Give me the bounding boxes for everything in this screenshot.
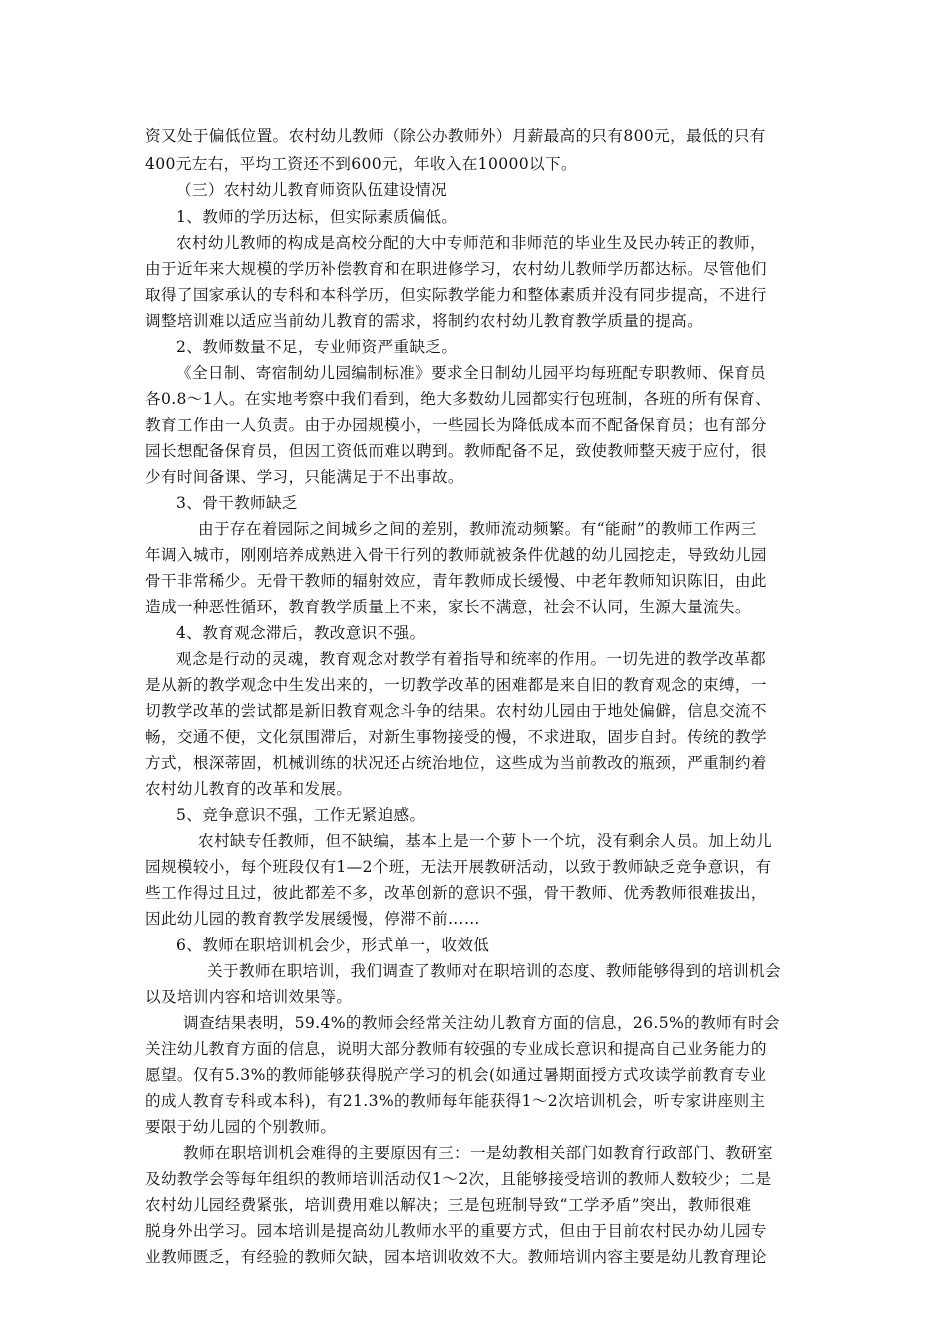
body-text-line: 教师在职培训机会难得的主要原因有三：一是幼教相关部门如教育行政部门、教研室 [183,1144,773,1162]
body-text-line: 由于近年来大规模的学历补偿教育和在职进修学习，农村幼儿教师学历都达标。尽管他们 [145,260,767,278]
subsection-heading: 4、教育观念滞后，教改意识不强。 [176,624,426,642]
subsection-heading: 5、竞争意识不强，工作无紧迫感。 [176,806,426,824]
body-text-line: 的成人教育专科或本科)，有21.3%的教师每年能获得1～2次培训机会，听专家讲座则主 [145,1092,766,1110]
body-text-line: 畅，交通不便，文化氛围滞后，对新生事物接受的慢，不求进取，固步自封。传统的教学 [145,728,767,746]
body-text-line: 农村缺专任教师，但不缺编，基本上是一个萝卜一个坑，没有剩余人员。加上幼儿 [198,832,772,850]
body-text-line: 愿望。仅有5.3%的教师能够获得脱产学习的机会(如通过暑期面授方式攻读学前教育专业 [145,1066,767,1084]
section-heading: （三）农村幼儿教育师资队伍建设情况 [176,181,448,199]
subsection-heading: 1、教师的学历达标，但实际素质偏低。 [176,208,458,226]
body-text-line: 业教师匮乏，有经验的教师欠缺，园本培训收效不大。教师培训内容主要是幼儿教育理论 [145,1248,767,1266]
body-text-line: 园规模较小，每个班段仅有1—2个班，无法开展教研活动，以致于教师缺乏竞争意识，有 [145,858,772,876]
body-text-line: 关注幼儿教育方面的信息，说明大部分教师有较强的专业成长意识和提高自己业务能力的 [145,1040,767,1058]
body-text-line: 农村幼儿园经费紧张，培训费用难以解决；三是包班制导致“工学矛盾”突出，教师很难 [145,1196,752,1214]
body-text-line: 些工作得过且过，彼此都差不多，改革创新的意识不强，骨干教师、优秀教师很难拔出， [145,884,767,902]
body-text-line: 调整培训难以适应当前幼儿教育的需求，将制约农村幼儿教育教学质量的提高。 [145,312,704,330]
body-text-line: 要限于幼儿园的个别教师。 [145,1118,337,1136]
subsection-heading: 3、骨干教师缺乏 [176,494,298,512]
body-text-line: 关于教师在职培训，我们调查了教师对在职培训的态度、教师能够得到的培训机会 [207,962,781,980]
body-text-line: 取得了国家承认的专科和本科学历，但实际教学能力和整体素质并没有同步提高，不进行 [145,286,767,304]
body-text-line: 脱身外出学习。园本培训是提高幼儿教师水平的重要方式，但由于目前农村民办幼儿园专 [145,1222,767,1240]
body-text-line: 资又处于偏低位置。农村幼儿教师（除公办教师外）月薪最高的只有800元，最低的只有 [145,127,766,145]
body-text-line: 观念是行动的灵魂，教育观念对教学有着指导和统率的作用。一切先进的教学改革都 [176,650,766,668]
body-text-line: 因此幼儿园的教育教学发展缓慢，停滞不前…… [145,910,480,928]
body-text-line: 造成一种恶性循环，教育教学质量上不来，家长不满意，社会不认同，生源大量流失。 [145,598,751,616]
body-text-line: 少有时间备课、学习，只能满足于不出事故。 [145,468,464,486]
body-text-line: 由于存在着园际之间城乡之间的差别，教师流动频繁。有“能耐”的教师工作两三 [198,520,757,538]
subsection-heading: 2、教师数量不足，专业师资严重缺乏。 [176,338,458,356]
body-text-line: 农村幼儿教师的构成是高校分配的大中专师范和非师范的毕业生及民办转正的教师， [176,234,766,252]
body-text-line: 教育工作由一人负责。由于办园规模小，一些园长为降低成本而不配备保育员；也有部分 [145,416,767,434]
body-text-line: 年调入城市，刚刚培养成熟进入骨干行列的教师就被条件优越的幼儿园挖走，导致幼儿园 [145,546,767,564]
body-text-line: 园长想配备保育员，但因工资低而难以聘到。教师配备不足，致使教师整天疲于应付，很 [145,442,767,460]
body-text-line: 是从新的教学观念中生发出来的，一切教学改革的困难都是来自旧的教育观念的束缚，一 [145,676,767,694]
body-text-line: 调查结果表明，59.4%的教师会经常关注幼儿教育方面的信息，26.5%的教师有时会 [183,1014,780,1032]
body-text-line: 各0.8～1人。在实地考察中我们看到，绝大多数幼儿园都实行包班制，各班的所有保育、 [145,390,772,408]
body-text-line: 《全日制、寄宿制幼儿园编制标准》要求全日制幼儿园平均每班配专职教师、保育员 [176,364,766,382]
body-text-line: 切教学改革的尝试都是新旧教育观念斗争的结果。农村幼儿园由于地处偏僻，信息交流不 [145,702,767,720]
body-text-line: 400元左右，平均工资还不到600元，年收入在10000以下。 [145,155,577,173]
body-text-line: 方式，根深蒂固，机械训练的状况还占统治地位，这些成为当前教改的瓶颈，严重制约着 [145,754,767,772]
body-text-line: 骨干非常稀少。无骨干教师的辐射效应，青年教师成长缓慢、中老年教师知识陈旧，由此 [145,572,767,590]
body-text-line: 农村幼儿教育的改革和发展。 [145,780,353,798]
body-text-line: 及幼教学会等每年组织的教师培训活动仅1～2次，且能够接受培训的教师人数较少；二是 [145,1170,772,1188]
body-text-line: 以及培训内容和培训效果等。 [145,988,353,1006]
subsection-heading: 6、教师在职培训机会少，形式单一，收效低 [176,936,490,954]
